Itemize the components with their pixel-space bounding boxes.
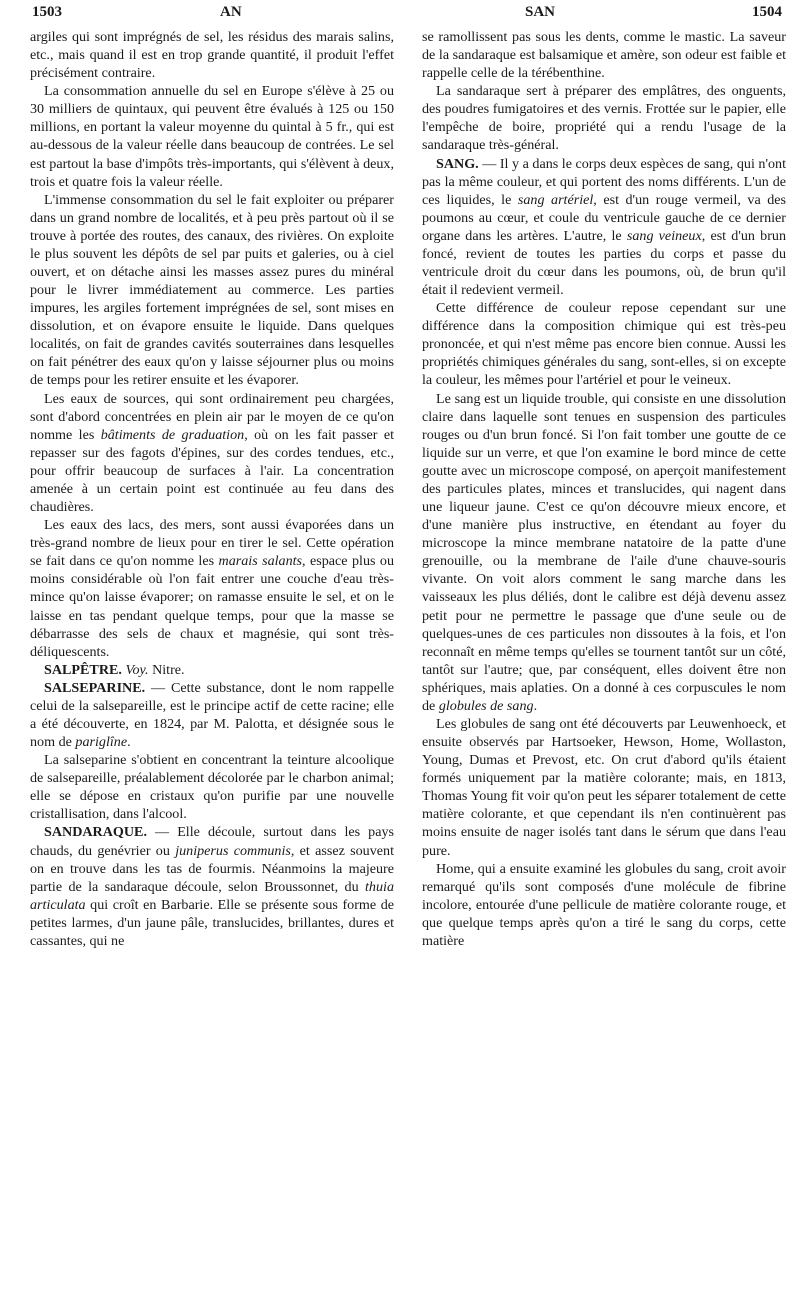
italic-term: juniperus communis	[175, 842, 291, 859]
text: , est d'un brun foncé, revient de toutes les parties du corps et passe du ventricule droit du cœur dans les poumons, où, de brun qu'il était il redevient vermeil.	[422, 227, 787, 299]
right-column	[422, 28, 786, 950]
entry-headword: SANDARAQUE.	[44, 824, 147, 841]
italic-term: bâtiments de graduation	[100, 426, 245, 443]
paragraph: Home, qui a ensuite examiné les globules du sang, croit avoir remarqué qu'ils sont composés d'une molécule de fibrine incolore, entourée d'une pellicule de matière colorante rouge, et que quelque temps après qu'on a tiré le sang du corps, cette matière	[422, 860, 786, 949]
entry-sang	[422, 155, 786, 300]
entry-headword: SANG.	[436, 155, 479, 172]
text: , où on les fait passer et repasser sur des fagots d'épines, sur des cordes tendues, etc., pour offrir beaucoup de surfaces à l'air. La concentration amenée à un certain point est continuée au feu dans des chaudières.	[30, 426, 394, 516]
text: .	[533, 697, 538, 714]
paragraph: L'immense consommation du sel le fait exploiter ou préparer dans un grand nombre de localités, et à peu près partout où il se trouve à portée des routes, des canaux, des rivières. On exploite le plus souvent les dépôts de sel par puits et galeries, ou à ciel ouvert, et on détache ainsi les masses assez pures du minéral pour le livrer immédiatement au commerce. Les parties impures, les argiles fortement imprégnées de sel, sont mises en dissolution, et on évapore ensuite le liquide. Dans quelques localités, on fait de grandes cavités souterraines dans lesquelles on fait pénétrer des eaux qu'on y laisse séjourner plus ou moins de temps pour les retirer ensuite et les évaporer.	[30, 191, 394, 389]
paragraph: se ramollissent pas sous les dents, comme le mastic. La saveur de la sandaraque est balsamique et amère, son odeur est faible et rappelle celle de la térébenthine.	[422, 29, 786, 82]
text: qui croît en Barbarie. Elle se présente sous forme de petites larmes, d'un jaune pâle, translucides, brillantes, dures et cassantes, qui ne	[30, 896, 394, 949]
paragraph: argiles qui sont imprégnés de sel, les résidus des marais salins, etc., mais quand il est en trop grande quantité, il produit l'effet précisément contraire.	[30, 29, 394, 82]
running-header	[30, 0, 786, 28]
italic-term: globules de sang	[438, 697, 534, 714]
paragraph: Cette différence de couleur repose cependant sur une différence dans la composition chimique qui est très-peu prononcée, et qui n'est même pas encore bien connue. Aussi les propriétés chimiques générales du sang, sont-elles, si on excepte la couleur, les mêmes pour l'artériel et pour le veineux.	[422, 300, 786, 389]
paragraph: Les globules de sang ont été découverts par Leuwenhoeck, et ensuite observés par Hartsoeker, Hewson, Home, Wollaston, Young, Dumas et Prevost, etc. On crut d'abord qu'ils étaient formés uniquement par la matière colorante; mais, en 1813, Thomas Young fit voir qu'on peut les séparer totalement de cette matière colorante, et que cependant ils n'en continuèrent pas moins ensuite de nager isolés tant dans le sérum que dans l'eau pure.	[422, 715, 786, 859]
entry-headword: SALPÊTRE.	[44, 661, 122, 678]
left-page-number: 1503	[32, 4, 62, 20]
italic-term: pariglîne	[75, 734, 128, 751]
left-column	[30, 28, 394, 950]
paragraph: La sandaraque sert à préparer des emplâtres, des onguents, des poudres fumigatoires et des vernis. Frottée sur le papier, elle l'empêche de boire, propriété qui a rendu l'usage de la sandaraque très-général.	[422, 83, 786, 154]
italic-term: marais salants	[218, 553, 303, 570]
text: Les eaux des lacs, des mers, sont aussi évaporées dans un très-grand nombre de lieux pour en tirer le sel. Cette opération se fait dans ce qu'on nomme les	[30, 517, 394, 570]
paragraph: La salseparine s'obtient en concentrant la teinture alcoolique de salsepareille, préalablement décolorée par le charbon animal; elle se dépose en cristaux qu'on purifie par une nouvelle cristallisation, dans l'alcool.	[30, 752, 394, 823]
right-header-word: SAN	[525, 4, 556, 20]
text: — Il y a dans le corps deux espèces de sang, qui n'ont pas la même couleur, et qui portent des noms différents. L'un de ces liquides, le	[422, 155, 786, 208]
text: Les eaux de sources, qui sont ordinairement peu chargées, sont d'abord concentrées en plein air par le moyen de ce qu'on nomme les	[30, 390, 394, 443]
paragraph	[422, 390, 786, 715]
entry-sandaraque	[30, 823, 394, 950]
italic-term: sang artériel	[517, 191, 594, 208]
entry-salpetre	[30, 661, 394, 679]
entry-headword: SALSEPARINE.	[44, 679, 146, 696]
paragraph	[30, 390, 394, 517]
text-columns	[30, 28, 786, 950]
text: Le sang est un liquide trouble, qui consiste en une dissolution claire dans laquelle sont tenues en suspension des particules rouges ou d'un brun foncé. Si l'on fait tomber une goutte de ce liquide sur un verre, et que l'on examine le bord mince de cette goutte avec un microscope composé, on aperçoit manifestement des particules plates, minces et translucides, qui nagent dans une liqueur jaune. C'est ce qu'on découvre mieux encore, et d'une manière plus instructive, en étendant au foyer du microscope la mince membrane natatoire de la patte d'une grenouille, ou la membrane de l'aile d'une chauve-souris vivante. On voit alors comment le sang marche dans les vaisseaux les plus déliés, dont le calibre est déjà devenu assez petit pour ne permettre le passage que d'une seule ou de quelques-unes de ces particules non dissoutes à la fois, et l'on reconnaît en même temps qu'elles se tournent tantôt sur un côté, tantôt sur l'autre; que, par conséquent, elles doivent être non sphériques, mais aplaties. On a donné à ces corpuscules le nom de	[422, 390, 786, 714]
cross-ref-target: Nitre.	[148, 661, 185, 678]
left-header-word: AN	[220, 4, 242, 20]
entry-salseparine	[30, 679, 394, 751]
italic-term: thuia articulata	[30, 878, 394, 913]
cross-ref-voy: Voy.	[121, 661, 149, 678]
text: , espace plus ou moins considérable où l'on fait entrer une couche d'eau très-mince qu'on laisse évaporer; on ramasse ensuite le sel, et on le laisse en tas pendant quelque temps, pour que la masse se débarrasse des sels de chaux et magnésie, qui sont très-déliquescents.	[30, 553, 394, 660]
text: , est d'un rouge vermeil, va des poumons au cœur, et coule du ventricule gauche de ce dernier organe dans les artères. L'autre, le	[422, 191, 786, 244]
text: — Elle découle, surtout dans les pays chauds, du genévrier ou	[30, 824, 394, 859]
paragraph	[30, 516, 394, 661]
text: — Cette substance, dont le nom rappelle celui de la salsepareille, est le principe actif de cette racine; elle a été découverte, en 1824, par M. Palotta, et désignée sous le nom de	[30, 679, 394, 751]
italic-term: sang veineux	[626, 227, 702, 244]
paragraph: La consommation annuelle du sel en Europe s'élève à 25 ou 30 milliers de quintaux, qui peuvent être évalués à 125 ou 150 millions, en portant la valeur moyenne du quintal à 5 fr., qui est au-dessous de la valeur réelle dans beaucoup de contrées. Le sel est partout la base d'impôts très-importants, qui s'élèvent à deux, trois et quatre fois la valeur réelle.	[30, 83, 394, 190]
right-page-number: 1504	[752, 4, 782, 20]
text: .	[127, 734, 131, 751]
text: , et assez souvent on en trouve dans les tas de fourmis. Néanmoins la majeure partie de la sandaraque découle, selon Broussonnet, du	[30, 842, 394, 895]
